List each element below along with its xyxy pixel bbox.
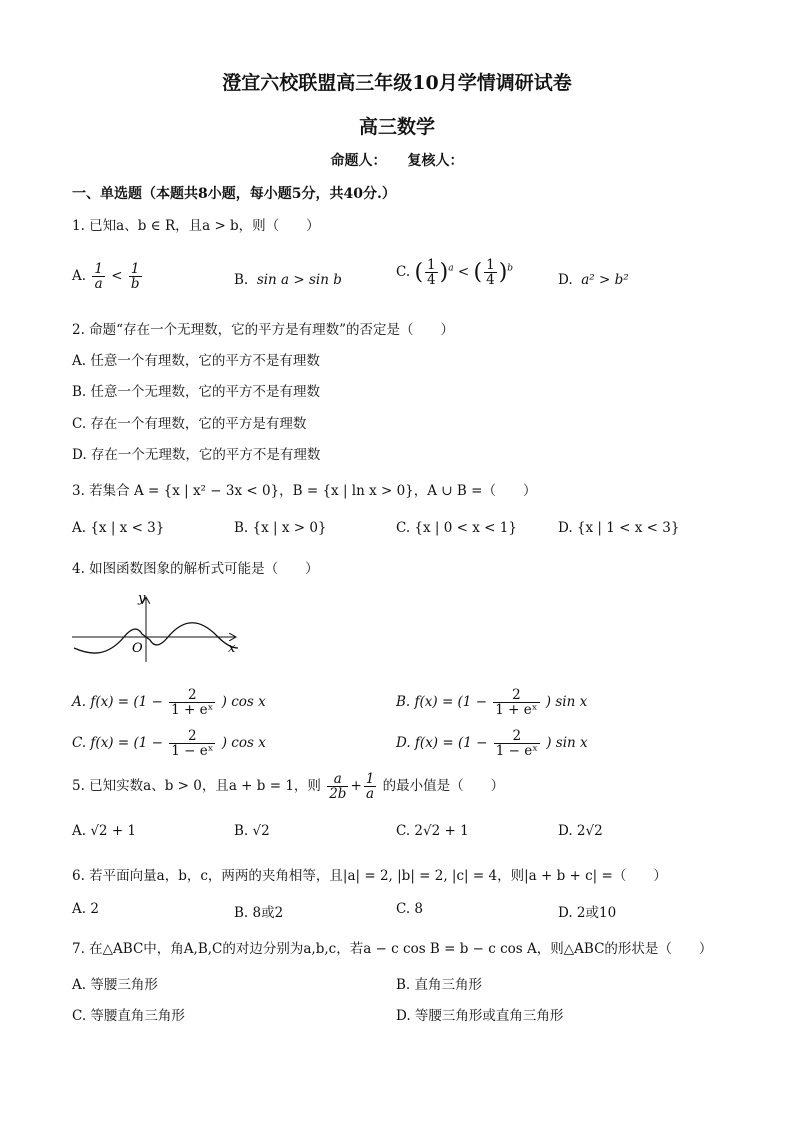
function-graph xyxy=(70,590,245,665)
q6-option-a: A. 2 xyxy=(72,901,99,917)
q2-option-d: D. 存在一个无理数，它的平方不是有理数 xyxy=(72,447,321,463)
q4-option-d-post: ) sin x xyxy=(546,735,588,751)
y-axis-label: y xyxy=(138,591,146,606)
q4-option-c-pre: C. f(x) = (1 − xyxy=(72,735,163,751)
q4-option-a-pre: A. f(x) = (1 − xyxy=(72,694,163,710)
q2-stem: 2. 命题“存在一个无理数，它的平方是有理数”的否定是（ ） xyxy=(72,322,454,338)
q4-option-d-pre: D. f(x) = (1 − xyxy=(396,735,488,751)
exam-title: 澄宜六校联盟高三年级10月学情调研试卷 xyxy=(222,72,572,94)
q4-option-a-post: ) cos x xyxy=(221,694,266,710)
q2-option-c: C. 存在一个有理数，它的平方是有理数 xyxy=(72,416,307,432)
q4-stem: 4. 如图函数图象的解析式可能是（ ） xyxy=(72,561,319,577)
q5-option-d: D. 2√2 xyxy=(558,823,603,839)
q4-option-b-post: ) sin x xyxy=(545,694,588,710)
q1-option-d xyxy=(558,272,629,288)
q3-stem: 3. 若集合 A = {x | x² − 3x < 0}，B = {x | ln x > 0}，A ∪ B =（ ） xyxy=(72,483,537,499)
q5-option-a: A. √2 + 1 xyxy=(72,823,137,839)
q6-option-b: B. 8或2 xyxy=(234,905,284,921)
q7-stem: 7. 在△ABC中，角A,B,C的对边分别为a,b,c，若a − c cos B = b − c cos A，则△ABC的形状是（ ） xyxy=(72,941,713,957)
q3-option-b: B. {x | x > 0} xyxy=(234,520,327,536)
q3-option-c: C. {x | 0 < x < 1} xyxy=(396,520,517,536)
subject-title: 高三数学 xyxy=(358,116,435,138)
q6-option-d: D. 2或10 xyxy=(558,905,617,921)
q4-option-a: A. f(x) = (1 − $\frac{2}{\text{1 + eˣ}}$ ) cos x xyxy=(72,687,266,718)
q5-option-c: C. 2√2 + 1 xyxy=(396,823,469,839)
q2-option-a: A. 任意一个有理数，它的平方不是有理数 xyxy=(72,353,320,369)
q1-option-a: A. $\frac{1}{a}$ < $\frac{1}{b}$ xyxy=(72,261,140,292)
q7-option-a: A. 等腰三角形 xyxy=(72,977,158,993)
q7-option-b: B. 直角三角形 xyxy=(396,977,483,993)
x-axis-label: x xyxy=(228,641,236,656)
authors-line: 命题人： 复核人： xyxy=(330,153,464,169)
origin-label: O xyxy=(132,641,143,656)
q1-option-b xyxy=(234,272,342,288)
q3-option-a: A. {x | x < 3} xyxy=(72,520,165,536)
q7-option-d: D. 等腰三角形或直角三角形 xyxy=(396,1008,564,1024)
q4-option-b-pre: B. f(x) = (1 − xyxy=(396,694,487,710)
q5-stem-pre: 5. 已知实数a、b > 0，且a + b = 1，则 xyxy=(72,778,321,794)
section-heading: 一、单选题（本题共8小题，每小题5分，共40分.） xyxy=(72,186,396,202)
q6-stem: 6. 若平面向量a，b，c，两两的夹角相等，且|a| = 2, |b| = 2, |c| = 4，则|a + b + c| =（ ） xyxy=(72,868,667,884)
q2-option-b: B. 任意一个无理数，它的平方不是有理数 xyxy=(72,384,321,400)
q5-stem-post: 的最小值是（ ） xyxy=(382,778,505,794)
q5-stem: 5. 已知实数a、b > 0，且a + b = 1，则 $\frac{a}{2b}$ + $\frac{1}{a}$ 的最小值是（ ） xyxy=(72,771,505,802)
q1-option-d-text: a² > b² xyxy=(581,272,629,288)
q1-option-c: C. ( $\frac{1}{4}$ )$^a$ < ( $\frac{1}{4}$ )$^b$ xyxy=(396,257,514,288)
q5-option-b: B. √2 xyxy=(234,823,270,839)
q4-option-d: D. f(x) = (1 − $\frac{2}{\text{1 − eˣ}}$ ) sin x xyxy=(396,728,588,759)
q1-option-d-label: D. xyxy=(558,272,573,288)
function-curve xyxy=(74,623,238,653)
q4-option-c: C. f(x) = (1 − $\frac{2}{\text{1 − eˣ}}$ ) cos x xyxy=(72,728,266,759)
q1-option-c-label: C. xyxy=(396,264,411,280)
q3-option-d: D. {x | 1 < x < 3} xyxy=(558,520,680,536)
q4-option-b: B. f(x) = (1 − $\frac{2}{\text{1 + eˣ}}$ ) sin x xyxy=(396,687,588,718)
q1-stem: 1. 已知a、b ∈ R，且a > b，则（ ） xyxy=(72,218,320,234)
q4-option-c-post: ) cos x xyxy=(221,735,266,751)
q6-option-c: C. 8 xyxy=(396,901,424,917)
q1-option-a-label: A. xyxy=(72,268,87,284)
q1-option-b-text: sin a > sin b xyxy=(256,272,342,288)
q7-option-c: C. 等腰直角三角形 xyxy=(72,1008,185,1024)
q1-option-b-label: B. xyxy=(234,272,249,288)
